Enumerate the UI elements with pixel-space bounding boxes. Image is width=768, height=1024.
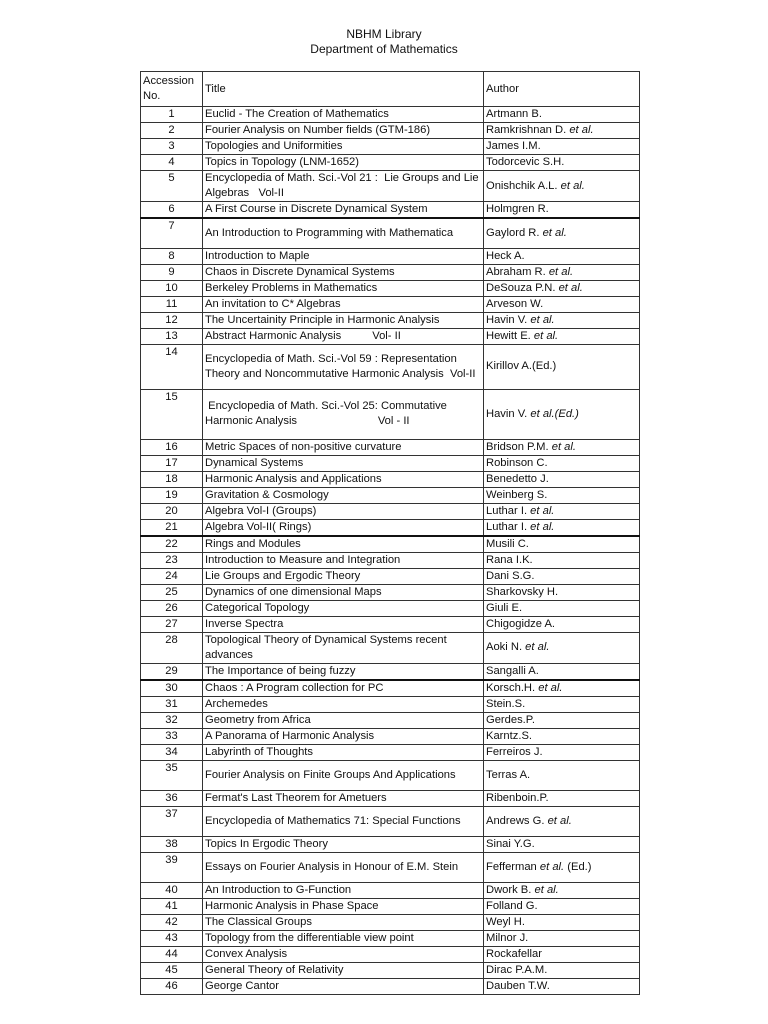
author-name: Weinberg S. — [486, 488, 548, 501]
book-author — [484, 632, 640, 663]
accession-number: 39 — [141, 852, 203, 882]
accession-number: 29 — [141, 663, 203, 680]
table-row — [141, 744, 640, 760]
book-author — [484, 123, 640, 139]
book-title: Chaos : A Program collection for PC — [203, 680, 484, 697]
table-row — [141, 202, 640, 219]
book-author — [484, 568, 640, 584]
book-title: Berkeley Problems in Mathematics — [203, 280, 484, 296]
table-row — [141, 680, 640, 697]
accession-number: 13 — [141, 328, 203, 344]
book-author — [484, 744, 640, 760]
author-name: DeSouza P.N. — [486, 281, 556, 294]
table-row — [141, 728, 640, 744]
accession-number: 26 — [141, 600, 203, 616]
accession-number: 8 — [141, 248, 203, 264]
book-author — [484, 519, 640, 536]
author-name: Luthar I. — [486, 520, 528, 533]
table-row — [141, 519, 640, 536]
book-title: An Introduction to G-Function — [203, 882, 484, 898]
table-row — [141, 663, 640, 680]
author-name: Todorcevic S.H. — [486, 156, 565, 168]
author-name: Sangalli A. — [486, 664, 539, 677]
table-row — [141, 171, 640, 202]
book-author — [484, 487, 640, 503]
table-row — [141, 712, 640, 728]
book-author — [484, 806, 640, 836]
author-name: Stein.S. — [486, 697, 526, 710]
author-et-al: et al. — [530, 520, 555, 533]
table-header-row — [141, 72, 640, 107]
book-title: Dynamical Systems — [203, 455, 484, 471]
accession-number: 42 — [141, 914, 203, 930]
department-name: Department of Mathematics — [310, 42, 458, 56]
book-author — [484, 946, 640, 962]
table-row — [141, 852, 640, 882]
document-header — [0, 27, 768, 57]
book-title: Euclid - The Creation of Mathematics — [203, 107, 484, 123]
accession-number: 12 — [141, 312, 203, 328]
author-name: Heck A. — [486, 249, 525, 262]
accession-number: 46 — [141, 978, 203, 994]
book-title: Fourier Analysis on Number fields (GTM-186) — [203, 123, 484, 139]
accession-number: 5 — [141, 171, 203, 202]
accession-column-header: Accession No. — [141, 72, 203, 107]
book-title: Gravitation & Cosmology — [203, 487, 484, 503]
author-et-al: et al. — [551, 440, 576, 453]
book-title: Inverse Spectra — [203, 616, 484, 632]
accession-number: 34 — [141, 744, 203, 760]
author-et-al: et al. — [534, 883, 559, 896]
book-title: Abstract Harmonic Analysis Vol- II — [203, 328, 484, 344]
table-row — [141, 616, 640, 632]
accession-number: 35 — [141, 760, 203, 790]
table-row — [141, 280, 640, 296]
table-row — [141, 882, 640, 898]
book-title: Encyclopedia of Math. Sci.-Vol 21 : Lie Groups and Lie Algebras Vol-II — [203, 171, 484, 202]
accession-number: 27 — [141, 616, 203, 632]
accession-number: 43 — [141, 930, 203, 946]
book-author — [484, 471, 640, 487]
accession-number: 36 — [141, 790, 203, 806]
author-name: Onishchik A.L. — [486, 179, 558, 192]
author-et-al: et al. — [542, 226, 567, 239]
author-name: Musili C. — [486, 537, 529, 550]
book-title: Encyclopedia of Math. Sci.-Vol 59 : Representation Theory and Noncommutative Harmonic Analysis Vol-II — [203, 344, 484, 389]
table-row — [141, 312, 640, 328]
book-title: Harmonic Analysis and Applications — [203, 471, 484, 487]
author-name: Rockafellar — [486, 947, 542, 960]
book-title: The Classical Groups — [203, 914, 484, 930]
table-row — [141, 439, 640, 455]
author-name: Sinai Y.G. — [486, 837, 535, 850]
table-row — [141, 696, 640, 712]
author-name: Gerdes.P. — [486, 713, 535, 726]
author-name: Weyl H. — [486, 915, 525, 928]
table-row — [141, 155, 640, 171]
book-title: The Uncertainity Principle in Harmonic Analysis — [203, 312, 484, 328]
author-name: Sharkovsky H. — [486, 585, 559, 598]
book-title: Archemedes — [203, 696, 484, 712]
book-author — [484, 790, 640, 806]
table-row — [141, 836, 640, 852]
author-et-al: et al. — [560, 179, 585, 192]
table-row — [141, 806, 640, 836]
author-name: Folland G. — [486, 899, 538, 912]
author-et-al: et al.(Ed.) — [530, 407, 579, 420]
accession-number: 41 — [141, 898, 203, 914]
book-title: Algebra Vol-I (Groups) — [203, 503, 484, 519]
book-author — [484, 312, 640, 328]
table-row — [141, 487, 640, 503]
author-et-al: et al. — [530, 313, 555, 326]
book-title: Geometry from Africa — [203, 712, 484, 728]
accession-number: 16 — [141, 439, 203, 455]
author-et-al: et al. — [548, 265, 574, 278]
table-row — [141, 536, 640, 553]
book-author — [484, 280, 640, 296]
accession-number: 23 — [141, 552, 203, 568]
author-name: Hewitt E. — [486, 329, 531, 342]
author-name: Milnor J. — [486, 931, 529, 944]
author-et-al: et al. — [538, 681, 563, 694]
table-row — [141, 296, 640, 312]
book-title: Fourier Analysis on Finite Groups And Applications — [203, 760, 484, 790]
accession-number: 28 — [141, 632, 203, 663]
author-name: Arveson W. — [486, 297, 544, 310]
book-author — [484, 882, 640, 898]
table-row — [141, 978, 640, 994]
book-author — [484, 552, 640, 568]
accession-number: 4 — [141, 155, 203, 171]
accession-number: 6 — [141, 202, 203, 219]
book-title: Encyclopedia of Math. Sci.-Vol 25: Commutative Harmonic Analysis Vol - II — [203, 389, 484, 439]
table-row — [141, 218, 640, 248]
book-author — [484, 914, 640, 930]
author-editor-note: (Ed.) — [564, 860, 592, 873]
book-title: A First Course in Discrete Dynamical System — [203, 202, 484, 219]
table-row — [141, 107, 640, 123]
book-author — [484, 728, 640, 744]
book-title: A Panorama of Harmonic Analysis — [203, 728, 484, 744]
book-title: Harmonic Analysis in Phase Space — [203, 898, 484, 914]
book-author — [484, 696, 640, 712]
book-title: The Importance of being fuzzy — [203, 663, 484, 680]
table-row — [141, 914, 640, 930]
author-name: Rana I.K. — [486, 553, 533, 566]
author-et-al: et al. — [525, 641, 550, 653]
book-title: Rings and Modules — [203, 536, 484, 553]
accession-number: 22 — [141, 536, 203, 553]
table-row — [141, 264, 640, 280]
author-name: Karntz.S. — [486, 729, 533, 742]
author-name: Andrews G. — [486, 814, 545, 827]
book-author — [484, 455, 640, 471]
book-author — [484, 503, 640, 519]
author-et-al: et al. — [530, 504, 555, 517]
accession-number: 9 — [141, 264, 203, 280]
author-name: Havin V. — [486, 313, 528, 326]
author-name: Ribenboin.P. — [486, 791, 549, 804]
book-author — [484, 218, 640, 248]
book-title: Topics in Topology (LNM-1652) — [203, 155, 484, 171]
table-row — [141, 962, 640, 978]
accession-number: 19 — [141, 487, 203, 503]
accession-number: 38 — [141, 836, 203, 852]
book-author — [484, 898, 640, 914]
author-name: Havin V. — [486, 407, 528, 420]
accession-number: 1 — [141, 107, 203, 123]
book-author — [484, 389, 640, 439]
accession-number: 32 — [141, 712, 203, 728]
author-name: Artmann B. — [486, 108, 542, 120]
author-name: Gaylord R. — [486, 226, 540, 239]
book-author — [484, 296, 640, 312]
author-et-al: et al. — [539, 860, 565, 873]
book-title: Chaos in Discrete Dynamical Systems — [203, 264, 484, 280]
table-row — [141, 930, 640, 946]
accession-number: 20 — [141, 503, 203, 519]
book-title: Essays on Fourier Analysis in Honour of E.M. Stein — [203, 852, 484, 882]
book-author — [484, 760, 640, 790]
accession-number: 44 — [141, 946, 203, 962]
accession-number: 14 — [141, 344, 203, 389]
book-author — [484, 712, 640, 728]
author-name: Benedetto J. — [486, 472, 549, 485]
accession-number: 25 — [141, 584, 203, 600]
author-name: Kirillov A.(Ed.) — [486, 360, 557, 372]
book-author — [484, 930, 640, 946]
book-title: General Theory of Relativity — [203, 962, 484, 978]
table-row — [141, 632, 640, 663]
book-author — [484, 978, 640, 994]
table-row — [141, 123, 640, 139]
accession-number: 10 — [141, 280, 203, 296]
book-title: Metric Spaces of non-positive curvature — [203, 439, 484, 455]
author-name: Robinson C. — [486, 456, 548, 469]
book-title: George Cantor — [203, 978, 484, 994]
accession-number: 11 — [141, 296, 203, 312]
author-name: Chigogidze A. — [486, 617, 556, 630]
author-name: Ramkrishnan D. — [486, 124, 567, 136]
accession-number: 40 — [141, 882, 203, 898]
accession-number: 21 — [141, 519, 203, 536]
accession-number: 37 — [141, 806, 203, 836]
accession-number: 18 — [141, 471, 203, 487]
author-name: Abraham R. — [486, 265, 546, 278]
book-author — [484, 344, 640, 389]
author-name: Dani S.G. — [486, 569, 535, 582]
title-column-header: Title — [203, 72, 484, 107]
author-name: Fefferman — [486, 860, 537, 873]
book-title: Topologies and Uniformities — [203, 139, 484, 155]
book-author — [484, 171, 640, 202]
table-row — [141, 389, 640, 439]
table-row — [141, 790, 640, 806]
author-name: Dauben T.W. — [486, 979, 550, 992]
book-title: Introduction to Measure and Integration — [203, 552, 484, 568]
author-name: Giuli E. — [486, 601, 523, 614]
book-title: Topics In Ergodic Theory — [203, 836, 484, 852]
book-author — [484, 155, 640, 171]
author-name: Luthar I. — [486, 504, 528, 517]
table-row — [141, 898, 640, 914]
table-row — [141, 760, 640, 790]
book-title: Categorical Topology — [203, 600, 484, 616]
library-name: NBHM Library — [346, 27, 422, 41]
accession-number: 3 — [141, 139, 203, 155]
author-name: Terras A. — [486, 768, 531, 781]
book-author — [484, 264, 640, 280]
book-title: Introduction to Maple — [203, 248, 484, 264]
table-row — [141, 248, 640, 264]
book-title: Algebra Vol-II( Rings) — [203, 519, 484, 536]
table-row — [141, 455, 640, 471]
table-row — [141, 568, 640, 584]
book-author — [484, 680, 640, 697]
accession-table — [140, 71, 640, 995]
book-title: Convex Analysis — [203, 946, 484, 962]
book-author — [484, 139, 640, 155]
author-name: Bridson P.M. — [486, 440, 549, 453]
book-author — [484, 107, 640, 123]
table-row — [141, 328, 640, 344]
book-title: Topology from the differentiable view point — [203, 930, 484, 946]
book-title: Encyclopedia of Mathematics 71: Special Functions — [203, 806, 484, 836]
book-author — [484, 584, 640, 600]
author-et-al: et al. — [558, 281, 583, 294]
author-name: Dirac P.A.M. — [486, 963, 548, 976]
book-author — [484, 600, 640, 616]
accession-number: 45 — [141, 962, 203, 978]
author-name: Dwork B. — [486, 883, 532, 896]
book-author — [484, 328, 640, 344]
book-title: Dynamics of one dimensional Maps — [203, 584, 484, 600]
accession-number: 31 — [141, 696, 203, 712]
accession-number: 17 — [141, 455, 203, 471]
accession-number: 15 — [141, 389, 203, 439]
book-title: An invitation to C* Algebras — [203, 296, 484, 312]
accession-number: 7 — [141, 218, 203, 248]
book-author — [484, 836, 640, 852]
author-et-al: et al. — [569, 124, 594, 136]
accession-number: 33 — [141, 728, 203, 744]
book-title: Lie Groups and Ergodic Theory — [203, 568, 484, 584]
accession-number: 30 — [141, 680, 203, 697]
book-author — [484, 439, 640, 455]
table-row — [141, 584, 640, 600]
book-title: Labyrinth of Thoughts — [203, 744, 484, 760]
author-name: Korsch.H. — [486, 681, 536, 694]
author-name: James I.M. — [486, 140, 541, 152]
book-title: Fermat's Last Theorem for Ametuers — [203, 790, 484, 806]
accession-number: 24 — [141, 568, 203, 584]
table-row — [141, 946, 640, 962]
table-row — [141, 344, 640, 389]
book-author — [484, 616, 640, 632]
table-row — [141, 139, 640, 155]
book-title: An Introduction to Programming with Mathematica — [203, 218, 484, 248]
book-author — [484, 663, 640, 680]
author-column-header: Author — [484, 72, 640, 107]
author-et-al: et al. — [547, 814, 572, 827]
table-row — [141, 503, 640, 519]
book-author — [484, 962, 640, 978]
table-row — [141, 600, 640, 616]
author-name: Holmgren R. — [486, 203, 549, 215]
table-row — [141, 552, 640, 568]
book-author — [484, 202, 640, 219]
author-et-al: et al. — [533, 329, 559, 342]
book-author — [484, 852, 640, 882]
author-name: Ferreiros J. — [486, 745, 543, 758]
accession-number: 2 — [141, 123, 203, 139]
book-author — [484, 248, 640, 264]
table-row — [141, 471, 640, 487]
book-author — [484, 536, 640, 553]
book-title: Topological Theory of Dynamical Systems recent advances — [203, 632, 484, 663]
author-name: Aoki N. — [486, 641, 523, 653]
